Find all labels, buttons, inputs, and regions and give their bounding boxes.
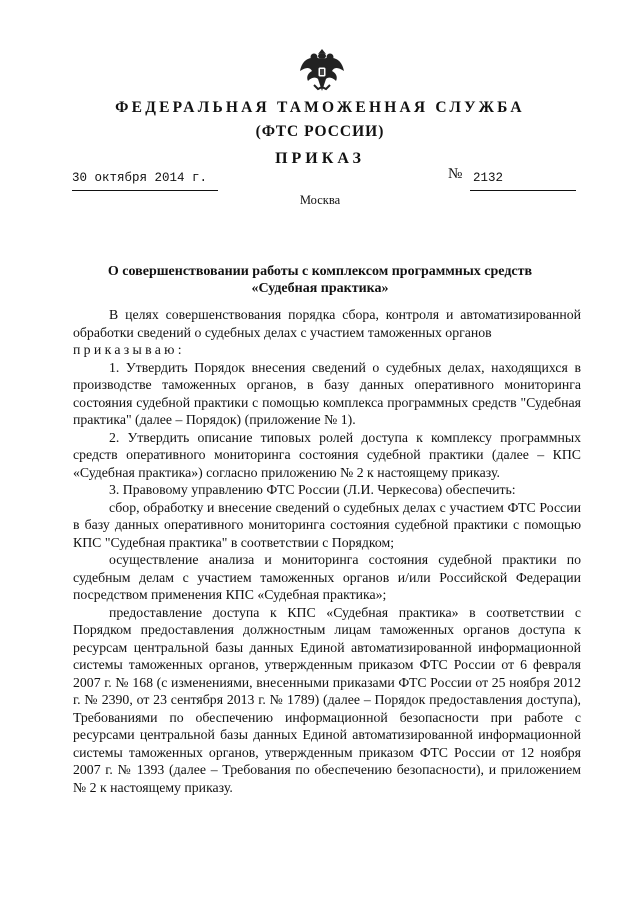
preamble-paragraph: В целях совершенствования порядка сбора, контроля и автоматизированной обработки сведений о судебных делах с участием таможенных органов [73,307,581,340]
order-word-paragraph [73,341,581,359]
org-abbreviation: (ФТС РОССИИ) [255,123,385,140]
document-title [90,263,550,297]
paragraph-item-3: 3. Правовому управлению ФТС России (Л.И. Черкесова) обеспечить: [109,482,516,497]
document-city: Москва [299,193,341,207]
paragraph-item-2: 2. Утвердить описание типовых ролей доступа к комплексу программных средств оперативного мониторинга состояния судебной практики (далее – КПС «Судебная практика») согласно приложению № 2 к настоящему приказу. [73,429,581,480]
paragraph-item-1: 1. Утвердить Порядок внесения сведений о судебных делах, находящихся в производстве таможенных органов, в базу данных оперативного мониторинга состояния судебной практики с помощью комплекса программных средств "Судебная практика" (далее – Порядок) (приложение № 1). [73,359,581,427]
document-body [73,306,581,796]
document-type: ПРИКАЗ [275,150,365,167]
document-date: 30 октября 2014 г. [72,171,208,185]
order-word: приказываю: [73,342,185,357]
coat-of-arms-emblem-icon [298,45,346,95]
org-name: ФЕДЕРАЛЬНАЯ ТАМОЖЕННАЯ СЛУЖБА [115,99,525,116]
paragraph-subitem-collect: сбор, обработку и внесение сведений о судебных делах с участием ФТС России в базу данных оперативного мониторинга состояния судебной практики с помощью КПС "Судебная практика" в соответствии с Порядком; [73,499,581,550]
paragraph-subitem-access: предоставление доступа к КПС «Судебная практика» в соответствии с Порядком предоставления должностным лицам таможенных органов доступа к ресурсам центральной базы данных Единой автоматизированной информационной системы таможенных органов, утвержденным приказом ФТС России от 6 февраля 2007 г. № 168 (с изменениями, внесенными приказами ФТС России от 25 ноября 2012 г. № 2390, от 23 сентября 2013 г. № 1789) (далее – Порядок предоставления доступа), Требованиями по обеспечению информационной безопасности при работе с ресурсами центральной базы данных Единой автоматизированной информационной системы таможенных органов, утвержденным приказом ФТС России от 12 ноября 2007 г. № 1393 (далее – Требования по обеспечению безопасности), и приложением № 2 к настоящему приказу. [73,604,581,795]
paragraph-subitem-analysis: осуществление анализа и мониторинга состояния судебной практики по судебным делам с участием таможенных органов и/или Российской Федерации посредством применения КПС «Судебная практика»; [73,552,581,602]
document-number: 2132 [473,171,504,185]
title-line-1: О совершенствовании работы с комплексом программных средств [107,264,533,279]
title-line-2: «Судебная практика» [251,281,389,296]
number-sign: № [448,166,463,182]
